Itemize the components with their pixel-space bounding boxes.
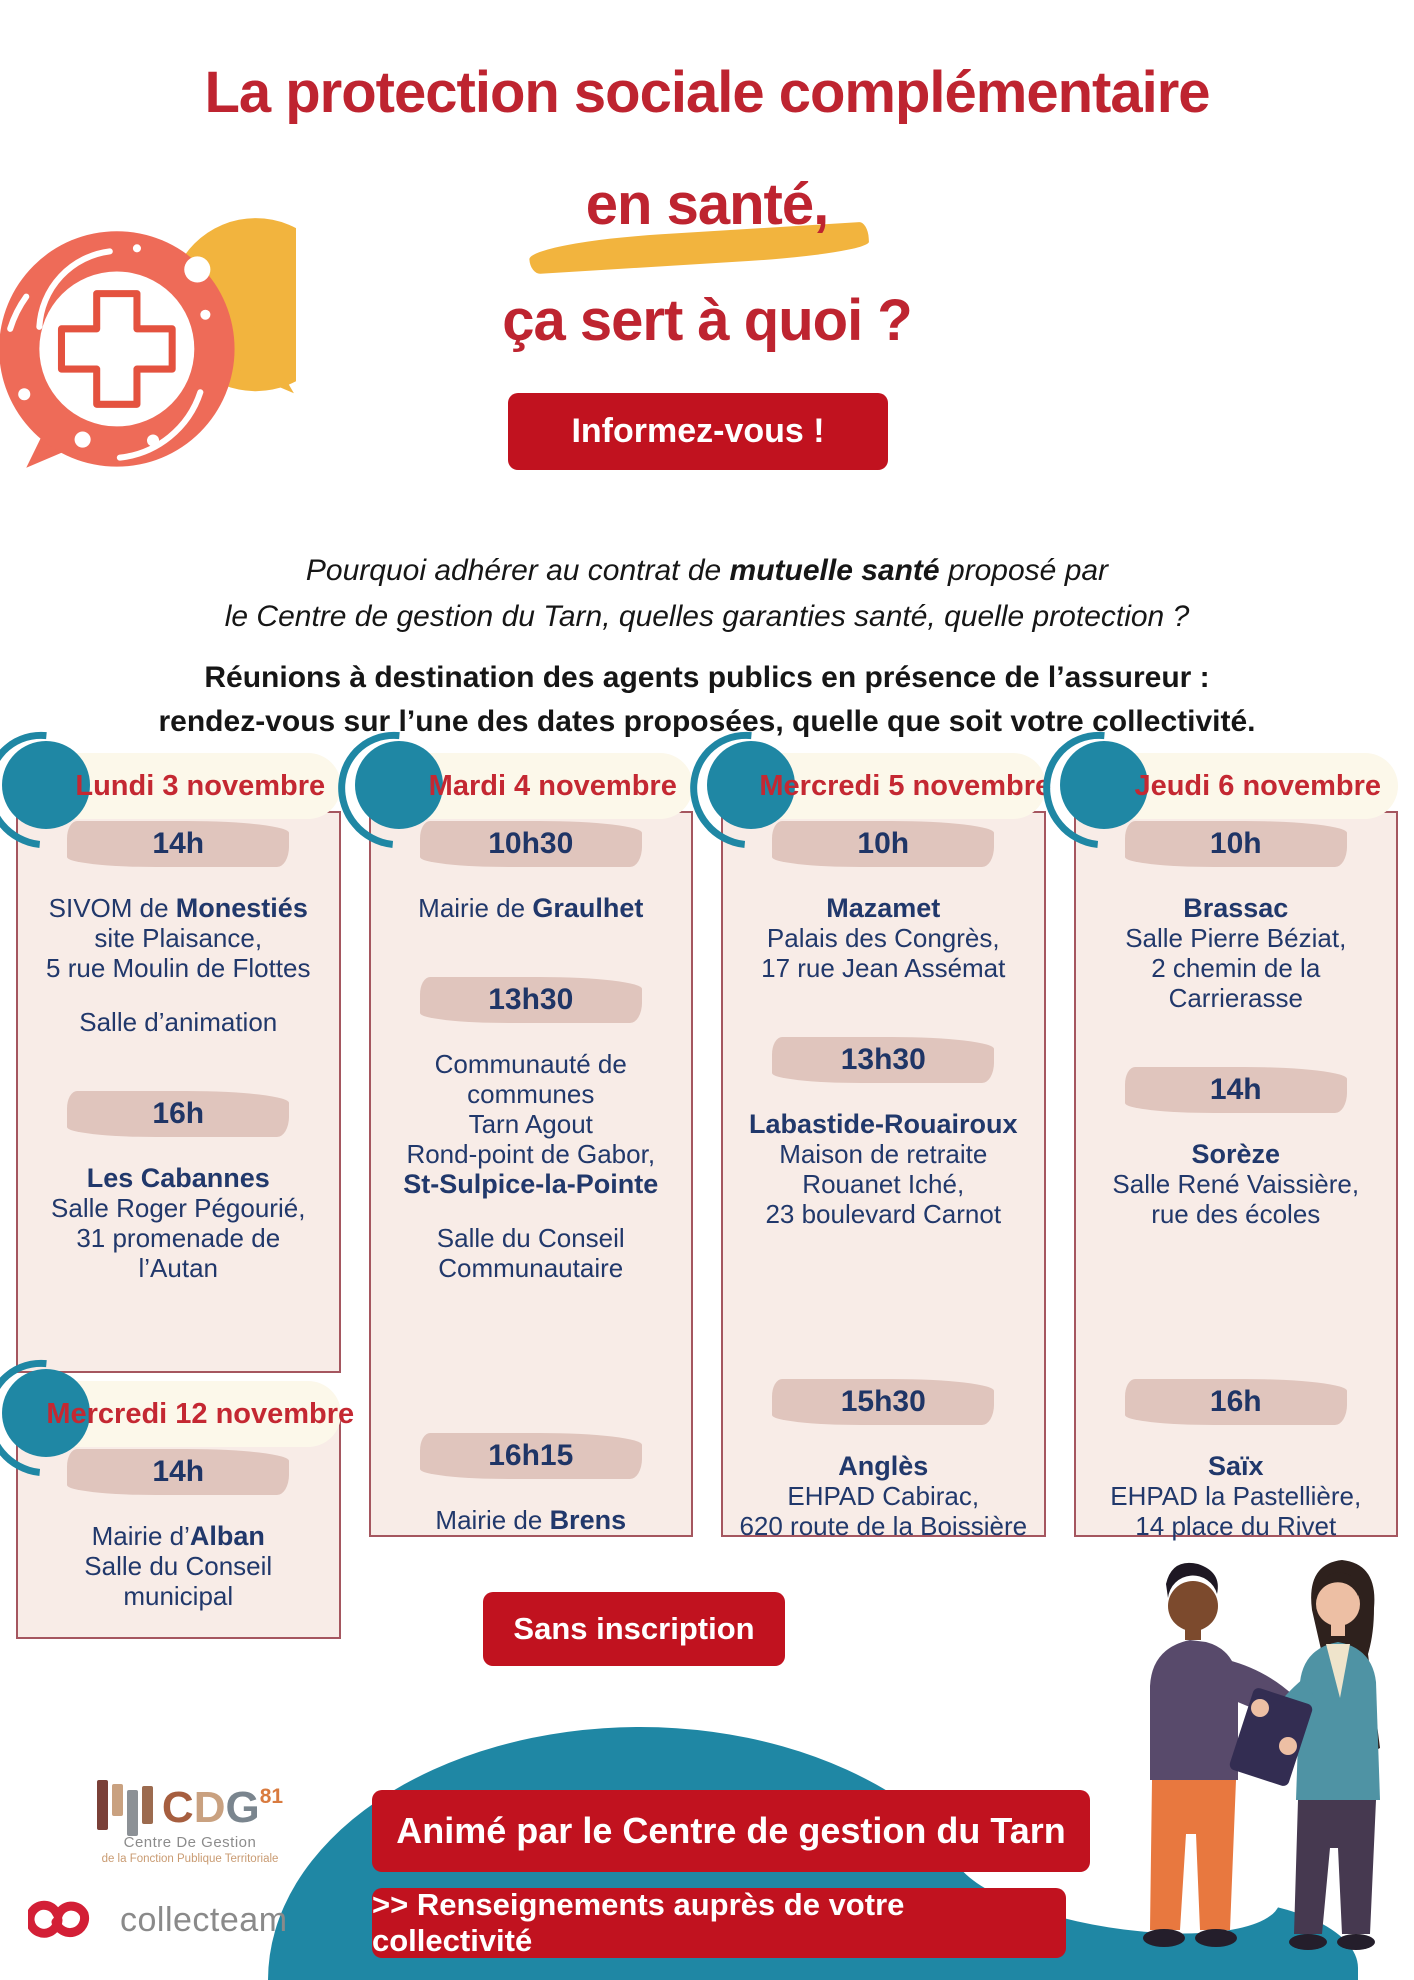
date-header-label: Mercredi 12 novembre: [46, 1397, 355, 1430]
collecteam-logo: [28, 1892, 288, 1948]
event-line: 31 promenade de: [76, 1223, 281, 1253]
events-card: [721, 811, 1046, 1541]
event-line: 620 route de la Boissière: [739, 1511, 1028, 1541]
event: [733, 821, 1034, 983]
events-card: [1074, 811, 1399, 1541]
event-line: Salle du Conseil: [436, 1223, 625, 1253]
sans-inscription-button[interactable]: Sans inscription: [483, 1592, 785, 1666]
event-line: Salle d’animation: [79, 1007, 278, 1037]
emphasis-line-1: Réunions à destination des agents publics en présence de l’assureur :: [204, 661, 1210, 694]
event-line: Rond-point de Gabor,: [406, 1139, 656, 1169]
schedule-column: [16, 753, 355, 1639]
cdg-acronym: CDG$^{81}$: [161, 1783, 284, 1832]
event-time: 16h: [1209, 1385, 1262, 1418]
event-time: 13h30: [488, 983, 574, 1016]
event-time: 16h15: [488, 1439, 574, 1472]
event-line: 2 chemin de la: [1151, 953, 1321, 983]
schedule-column: [1074, 753, 1399, 1639]
event: [28, 1449, 329, 1611]
event-time: 13h30: [840, 1043, 926, 1076]
date-header: [369, 753, 694, 819]
time-brush: [772, 821, 994, 867]
time-brush: [1125, 821, 1347, 867]
event-line: Tarn Agout: [468, 1109, 593, 1139]
intro-line-1: Pourquoi adhérer au contrat de mutuelle santé proposé par: [305, 554, 1109, 587]
time-brush: [772, 1037, 994, 1083]
event: [28, 821, 329, 1037]
time-brush: [772, 1379, 994, 1425]
emphasis-line-2: rendez-vous sur l’une des dates proposées, quelle que soit votre collectivité.: [158, 705, 1256, 738]
events-card: [16, 811, 341, 1373]
event: [1086, 821, 1387, 1013]
time-brush: [420, 977, 642, 1023]
event-line: communes: [467, 1079, 595, 1109]
event-line: Salle du Conseil: [84, 1551, 273, 1581]
cdg-subtitle-1: Centre De Gestion: [123, 1834, 257, 1851]
event-line: Carrierasse: [1168, 983, 1303, 1013]
time-brush: [1125, 1379, 1347, 1425]
cdg-bars-icon: [97, 1780, 153, 1830]
date-header-label: Mercredi 5 novembre: [759, 769, 1052, 802]
collecteam-wordmark: collecteam: [120, 1900, 288, 1939]
event-line: Les Cabannes: [86, 1163, 270, 1193]
event: [381, 1433, 682, 1535]
event-line: l’Autan: [138, 1253, 218, 1283]
emphasis-paragraph: [0, 656, 1414, 744]
schedule-column: [369, 753, 694, 1639]
time-brush: [420, 1433, 642, 1479]
cdg-subtitle-2: de la Fonction Publique Territoriale: [101, 1853, 279, 1865]
event-time: 14h: [152, 827, 205, 860]
event-line: Salle René Vaissière,: [1112, 1169, 1360, 1199]
date-header: [1074, 753, 1399, 819]
event-line: Maison de retraite: [779, 1139, 988, 1169]
event-line: rue des écoles: [1151, 1199, 1321, 1229]
event: [733, 1379, 1034, 1541]
events-card: [369, 811, 694, 1537]
event-line: Palais des Congrès,: [766, 923, 1000, 953]
time-brush: [420, 821, 642, 867]
event: [28, 1091, 329, 1283]
poster-title: [0, 58, 1414, 356]
time-brush: [67, 1091, 289, 1137]
event-line: Communautaire: [438, 1253, 624, 1283]
host-button[interactable]: Animé par le Centre de gestion du Tarn: [372, 1790, 1090, 1872]
cdg81-logo: [70, 1780, 310, 1865]
event-line: Salle Roger Pégourié,: [51, 1193, 306, 1223]
event: [381, 977, 682, 1283]
date-header: [721, 753, 1052, 819]
event-line: [28, 983, 329, 1007]
date-header-label: Lundi 3 novembre: [75, 769, 326, 802]
date-header: [16, 753, 341, 819]
event-time: 10h30: [488, 827, 574, 860]
intro-line-2: le Centre de gestion du Tarn, quelles garanties santé, quelle protection ?: [224, 600, 1190, 633]
woman-figure: [1228, 1560, 1380, 1950]
event-line: Communauté de: [434, 1049, 627, 1079]
event-time: 14h: [1209, 1073, 1262, 1106]
date-header-label: Jeudi 6 novembre: [1134, 769, 1382, 802]
time-brush: [1125, 1067, 1347, 1113]
event-line: Labastide-Rouairoux: [748, 1109, 1018, 1139]
event-line: Mazamet: [826, 893, 941, 923]
collecteam-infinity-icon: [28, 1892, 112, 1948]
event-line: 5 rue Moulin de Flottes: [46, 953, 311, 983]
event-time: 10h: [857, 827, 910, 860]
event-line: municipal: [123, 1581, 234, 1611]
event-line: Mairie d’Alban: [91, 1521, 265, 1551]
event-time: 10h: [1209, 827, 1262, 860]
title-line-2: en santé,: [586, 170, 828, 240]
intro-paragraph: [0, 548, 1414, 640]
event-line: SIVOM de Monestiés: [48, 893, 308, 923]
event-line: Anglès: [838, 1451, 929, 1481]
event: [1086, 1067, 1387, 1229]
event-line: 14 place du Rivet: [1135, 1511, 1337, 1541]
event: [1086, 1379, 1387, 1541]
event-line: Salle Pierre Béziat,: [1125, 923, 1347, 953]
title-line-1: La protection sociale complémentaire: [204, 60, 1210, 125]
schedule-column: [721, 753, 1052, 1639]
schedule: [16, 753, 1398, 1639]
event-line: Rouanet Iché,: [802, 1169, 965, 1199]
event-line: Saïx: [1207, 1451, 1264, 1481]
date-header-label: Mardi 4 novembre: [428, 769, 677, 802]
informez-vous-button[interactable]: Informez-vous !: [508, 393, 888, 470]
people-illustration: [1090, 1548, 1414, 1980]
event-line: [381, 1199, 682, 1223]
event: [733, 1037, 1034, 1229]
event-line: site Plaisance,: [94, 923, 263, 953]
event-line: St-Sulpice-la-Pointe: [403, 1169, 659, 1199]
event-time: 15h30: [840, 1385, 926, 1418]
event-line: 17 rue Jean Assémat: [761, 953, 1006, 983]
event-line: Mairie de Graulhet: [418, 893, 644, 923]
event-time: 14h: [152, 1455, 205, 1488]
title-line-3: ça sert à quoi ?: [502, 288, 912, 353]
event-line: EHPAD Cabirac,: [787, 1481, 980, 1511]
event-line: Brassac: [1183, 893, 1289, 923]
time-brush: [67, 1449, 289, 1495]
info-button[interactable]: >> Renseignements auprès de votre collectivité: [372, 1888, 1066, 1958]
event-line: Sorèze: [1191, 1139, 1281, 1169]
event-line: Mairie de Brens: [435, 1505, 627, 1535]
time-brush: [67, 821, 289, 867]
event-line: 23 boulevard Carnot: [765, 1199, 1002, 1229]
event-time: 16h: [152, 1097, 205, 1130]
event-line: EHPAD la Pastellière,: [1110, 1481, 1362, 1511]
date-header: [16, 1381, 355, 1447]
